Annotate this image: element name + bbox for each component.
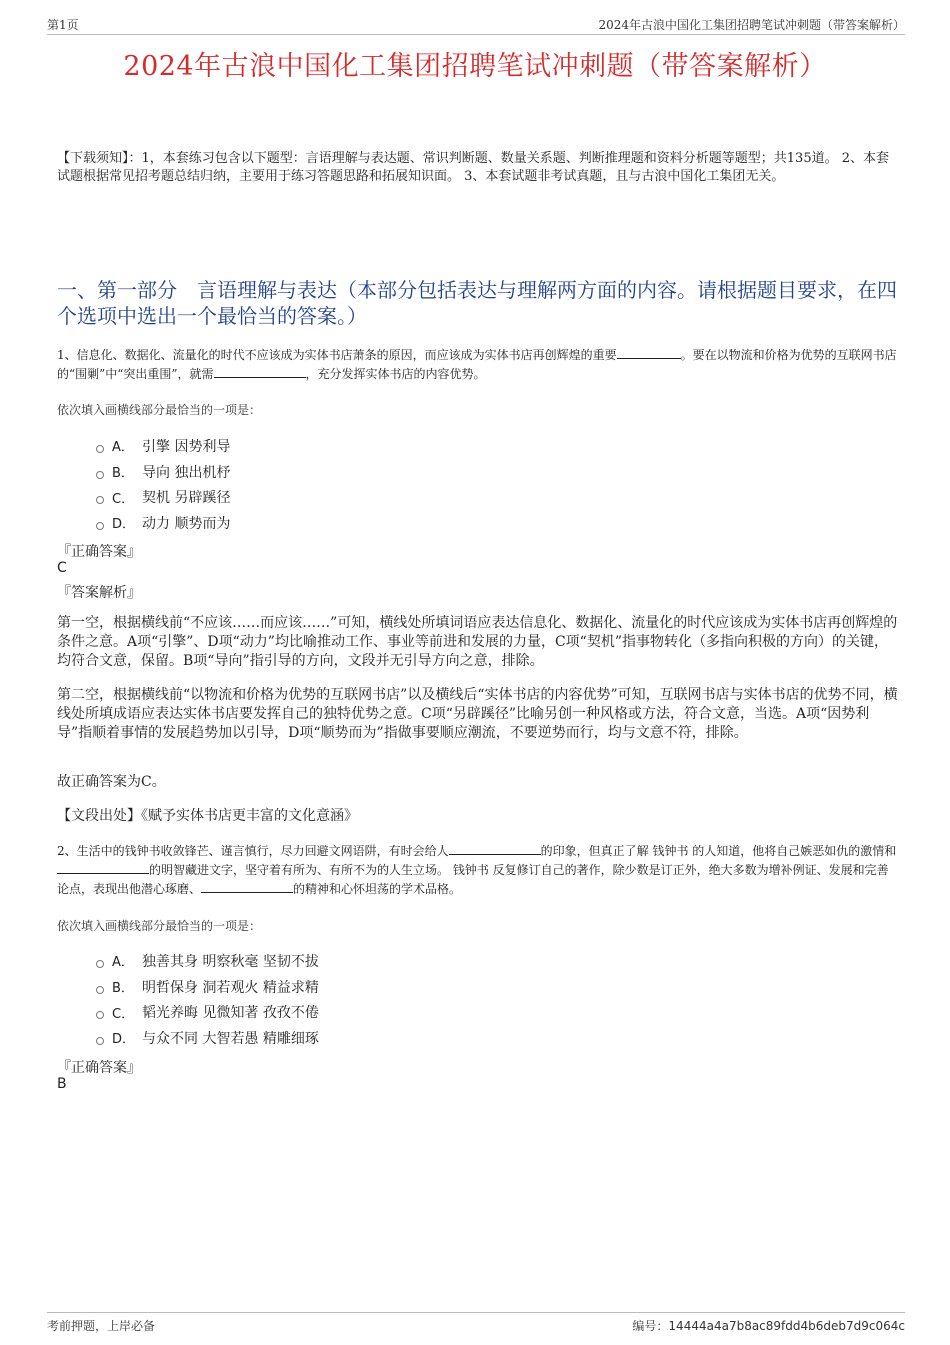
q1-answer: C <box>57 560 67 576</box>
q1-source: 【文段出处】《赋予实体书店更丰富的文化意涵》 <box>57 808 358 824</box>
radio-icon[interactable] <box>96 1011 104 1019</box>
footer-code: 编号：14444a4a7b8ac89fdd4b6deb7d9c064c <box>632 1319 905 1333</box>
q1-option-a[interactable]: A． 引擎 因势利导 <box>96 433 230 459</box>
q1-blank-2 <box>214 365 306 378</box>
radio-icon[interactable] <box>96 496 104 504</box>
page-header <box>47 14 905 35</box>
document-title: 2024年古浪中国化工集团招聘笔试冲刺题（带答案解析） <box>123 51 827 82</box>
q2-option-b[interactable]: B． 明哲保身 洞若观火 精益求精 <box>96 974 319 1000</box>
question-2-text: 2、生活中的钱钟书收敛锋芒、谨言慎行，尽力回避文网语阱，有时会给人 的印象，但真正了解 钱钟书 的人知道，他将自己嫉恶如仇的激情和的明智藏进文字，坚守着有所为、有所不为的人生立场。 钱钟书 反复修订自己的著作，除少数是订正外，绝大多数为增补例证、发展和完善论点，表现出他潜心琢磨、 的精神和心怀坦荡的学术品格。 <box>57 844 897 896</box>
question-2-options <box>96 948 319 1051</box>
radio-icon[interactable] <box>96 960 104 968</box>
radio-icon[interactable] <box>96 1037 104 1045</box>
question-1-text <box>57 346 900 384</box>
q1-part2: 。要在以物流和价格为优势的互联网书店的“围剿”中“突出重围”，就需 <box>57 348 897 381</box>
download-notice: 【下载须知】：1，本套练习包含以下题型：言语理解与表达题、常识判断题、数量关系题、判断推理题和资料分析题等题型；共135道。 2、本套试题根据常见招考题总结归纳，主要用于练习答题思路和拓展知识面。 3、本套试题非考试真题，且与古浪中国化工集团无关。 <box>57 151 889 184</box>
q1-blank-1 <box>617 346 681 359</box>
question-1-options <box>96 433 230 536</box>
q1-option-d[interactable]: D． 动力 顺势而为 <box>96 510 230 536</box>
q1-option-b[interactable]: B． 导向 独出机杼 <box>96 459 230 485</box>
q1-analysis-label: 『答案解析』 <box>57 585 141 601</box>
page-footer <box>47 1312 905 1333</box>
q2-blank-3 <box>201 880 293 893</box>
question-1-instruction: 依次填入画横线部分最恰当的一项是： <box>57 403 262 417</box>
q2-option-d[interactable]: D． 与众不同 大智若愚 精雕细琢 <box>96 1025 319 1051</box>
q1-part1: 1、信息化、数据化、流量化的时代不应该成为实体书店萧条的原因，而应该成为实体书店再创辉煌的重要 <box>57 348 617 362</box>
q1-analysis-1: 第一空，根据横线前“不应该……而应该……”可知，横线处所填词语应表达信息化、数据化、流量化的时代应该成为实体书店再创辉煌的条件之意。A项“引擎”、D项“动力”均比喻推动工作、事业等前进和发展的力量，C项“契机”指事物转化（多指向积极的方向）的关键，均符合文意，保留。B项“导向”指引导的方向，文段并无引导方向之意，排除。 <box>57 615 898 669</box>
radio-icon[interactable] <box>96 445 104 453</box>
q1-conclusion: 故正确答案为C。 <box>57 774 166 790</box>
q2-option-a[interactable]: A． 独善其身 明察秋毫 坚韧不拔 <box>96 948 319 974</box>
q2-blank-2 <box>57 861 149 874</box>
q1-part3: ，充分发挥实体书店的内容优势。 <box>305 367 486 381</box>
q2-answer-label: 『正确答案』 <box>57 1060 141 1076</box>
q1-option-c[interactable]: C． 契机 另辟蹊径 <box>96 484 230 510</box>
section-title: 一、第一部分 言语理解与表达（本部分包括表达与理解两方面的内容。请根据题目要求，在四个选项中选出一个最恰当的答案。） <box>57 278 897 328</box>
q2-option-c[interactable]: C． 韬光养晦 见微知著 孜孜不倦 <box>96 999 319 1025</box>
page-number: 第1页 <box>47 18 79 32</box>
radio-icon[interactable] <box>96 471 104 479</box>
q2-answer: B <box>57 1076 67 1092</box>
header-doc-title: 2024年古浪中国化工集团招聘笔试冲刺题（带答案解析） <box>598 18 905 32</box>
q2-blank-1 <box>449 842 541 855</box>
question-2-instruction: 依次填入画横线部分最恰当的一项是： <box>57 919 262 933</box>
radio-icon[interactable] <box>96 522 104 530</box>
footer-slogan: 考前押题，上岸必备 <box>47 1319 156 1333</box>
q1-answer-label: 『正确答案』 <box>57 544 141 560</box>
q1-analysis-2: 第二空，根据横线前“以物流和价格为优势的互联网书店”以及横线后“实体书店的内容优势”可知，互联网书店与实体书店的优势不同，横线处所填成语应表达实体书店要发挥自己的独特优势之意。C项“另辟蹊径”比喻另创一种风格或方法，符合文意，当选。A项“因势利导”指顺着事情的发展趋势加以引导，D项“顺势而为”指做事要顺应潮流，不要逆势而行，均与文意不符，排除。 <box>57 687 898 741</box>
radio-icon[interactable] <box>96 986 104 994</box>
